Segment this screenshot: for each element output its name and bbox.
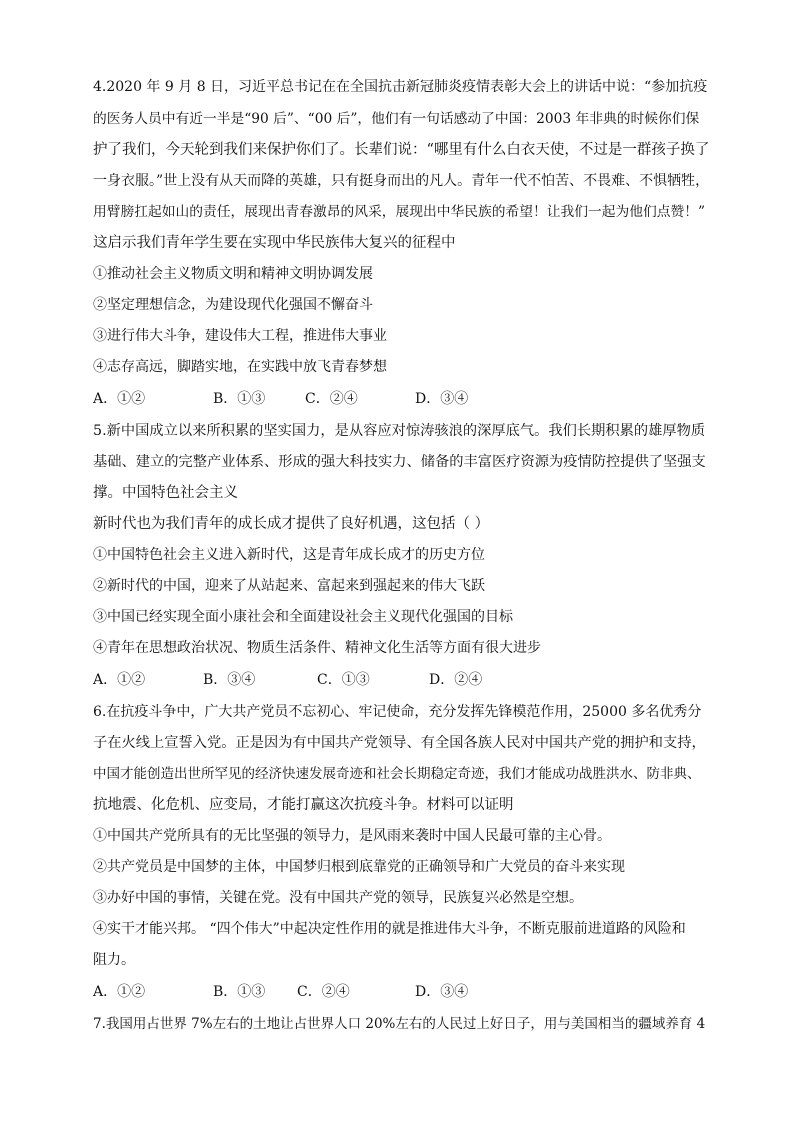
q4-option: ③进行伟大斗争，建设伟大工程，推进伟大事业 <box>93 328 387 344</box>
q6-choices <box>93 982 709 1002</box>
q4-choice-b[interactable]: B．①③ <box>213 391 266 407</box>
q5-choice-d[interactable]: D．②④ <box>429 672 483 688</box>
q4-stem-line: 这启示我们青年学生要在实现中华民族伟大复兴的征程中 <box>93 235 456 251</box>
q6-stem-line: 中国才能创造出世所罕见的经济快速发展奇迹和社会长期稳定奇迹，我们才能成功战胜洪水、防非典、 <box>93 766 701 782</box>
q5-option: ②新时代的中国，迎来了从站起来、富起来到强起来的伟大飞跃 <box>93 578 485 594</box>
q6-choice-c[interactable]: C．②④ <box>297 984 350 1000</box>
q4-choice-c[interactable]: C．②④ <box>305 391 358 407</box>
q6-option-continued: 阻力。 <box>93 952 135 968</box>
q5-choices <box>93 670 709 690</box>
q5-option: ④青年在思想政治状况、物质生活条件、精神文化生活等方面有很大进步 <box>93 640 541 656</box>
q6-stem-line: 6.在抗疫斗争中，广大共产党员不忘初心、牢记使命，充分发挥先锋模范作用，25000 多名优秀分 <box>93 704 702 720</box>
q6-choice-b[interactable]: B．①③ <box>213 984 266 1000</box>
q4-option: ④志存高远，脚踏实地，在实践中放飞青春梦想 <box>93 359 387 375</box>
q4-choice-a[interactable]: A．①② <box>93 391 146 407</box>
q6-option: ④实干才能兴邦。 “四个伟大”中起决定性作用的就是推进伟大斗争，不断克服前进道路的风险和 <box>93 921 686 937</box>
q5-choice-a[interactable]: A．①② <box>93 672 146 688</box>
q4-option: ②坚定理想信念，为建设现代化强国不懈奋斗 <box>93 297 373 313</box>
q4-stem-line: 的医务人员中有近一半是“90 后”、“00 后”，他们有一句话感动了中国：2003 年非典的时候你们保 <box>93 111 700 127</box>
q5-option: ①中国特色社会主义进入新时代，这是青年成长成才的历史方位 <box>93 547 485 563</box>
q6-option: ③办好中国的事情，关键在党。没有中国共产党的领导，民族复兴必然是空想。 <box>93 890 583 906</box>
q6-choice-d[interactable]: D．③④ <box>415 984 469 1000</box>
q5-stem-line: 撑。中国特色社会主义 <box>93 485 238 501</box>
q4-stem-line: 用臂膀扛起如山的责任，展现出青春激昂的风采，展现出中华民族的希望！让我们一起为他们点赞！” <box>93 204 706 220</box>
q7-stem-line: 7.我国用占世界 7%左右的土地让占世界人口 20%左右的人民过上好日子，用与美国相当的疆域养育 4 <box>93 1016 706 1032</box>
q5-stem-line: 5.新中国成立以来所积累的坚实国力，是从容应对惊涛骇浪的深厚底气。我们长期积累的雄厚物质 <box>93 423 706 439</box>
q4-choice-d[interactable]: D．③④ <box>415 391 469 407</box>
q5-choice-c[interactable]: C．①③ <box>317 672 370 688</box>
q4-stem-line: 护了我们，今天轮到我们来保护你们了。长辈们说：“哪里有什么白衣天使，不过是一群孩子换了 <box>93 142 709 158</box>
q6-choice-a[interactable]: A．①② <box>93 984 146 1000</box>
q5-stem-line: 新时代也为我们青年的成长成才提供了良好机遇，这包括（ ） <box>93 516 490 532</box>
q4-stem-line: 一身衣服。”世上没有从天而降的英雄，只有挺身而出的凡人。青年一代不怕苦、不畏难、不惧牺牲， <box>93 173 709 189</box>
q4-stem-line: 4.2020 年 9 月 8 日，习近平总书记在在全国抗击新冠肺炎疫情表彰大会上的讲话中说：“参加抗疫 <box>93 79 708 95</box>
q4-choices <box>93 389 709 409</box>
q5-option: ③中国已经实现全面小康社会和全面建设社会主义现代化强国的目标 <box>93 609 513 625</box>
q6-stem-line: 抗地震、化危机、应变局，才能打赢这次抗疫斗争。材料可以证明 <box>93 797 514 813</box>
q6-stem-line: 子在火线上宣誓入党。正是因为有中国共产党领导、有全国各族人民对中国共产党的拥护和支持， <box>93 735 706 751</box>
q6-option: ②共产党员是中国梦的主体，中国梦归根到底靠党的正确领导和广大党员的奋斗来实现 <box>93 859 625 875</box>
q5-choice-b[interactable]: B．③④ <box>203 672 256 688</box>
q6-option: ①中国共产党所具有的无比坚强的领导力，是风雨来袭时中国人民最可靠的主心骨。 <box>93 828 611 844</box>
q4-option: ①推动社会主义物质文明和精神文明协调发展 <box>93 266 373 282</box>
q5-stem-line: 基础、建立的完整产业体系、形成的强大科技实力、储备的丰富医疗资源为疫情防控提供了坚强支 <box>93 454 706 470</box>
